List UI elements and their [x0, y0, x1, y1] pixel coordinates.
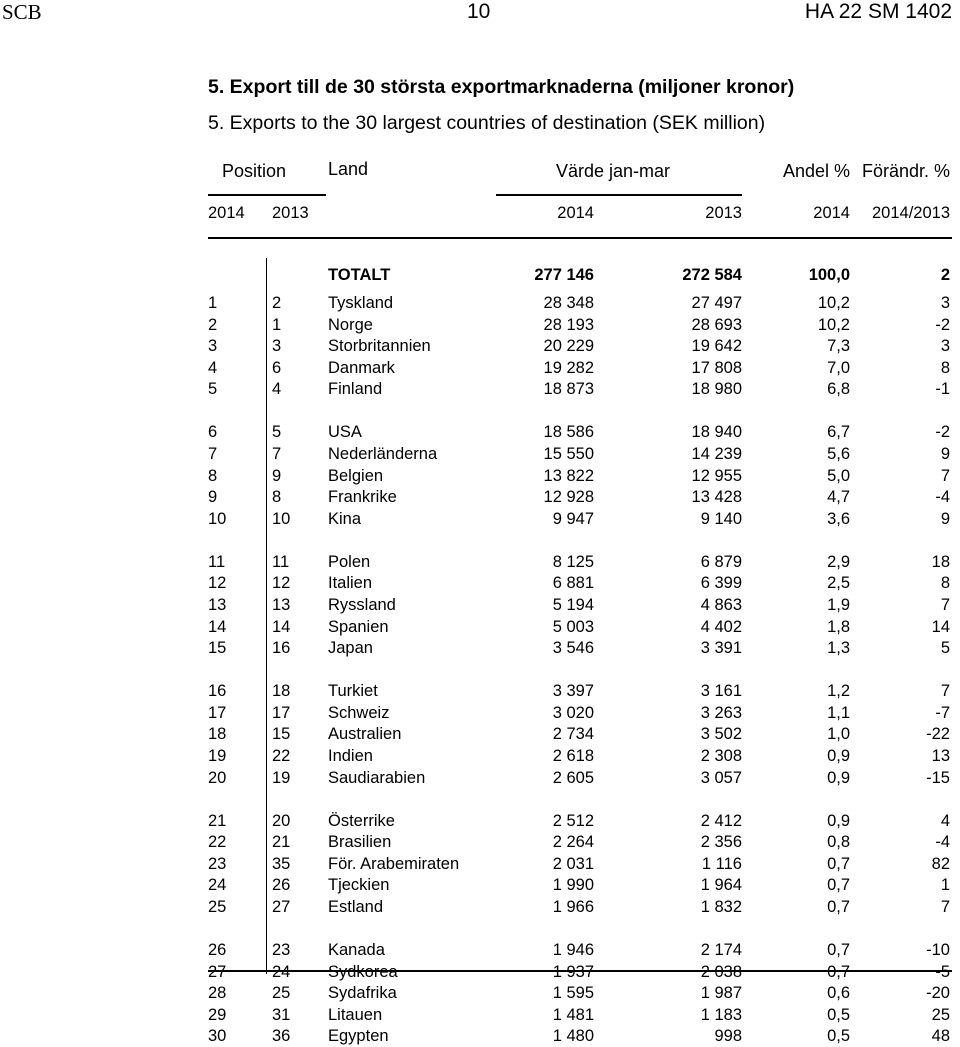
change-percent: 14: [931, 617, 950, 636]
table-row: [0, 357, 960, 379]
header-pos-2013: 2013: [272, 204, 309, 222]
title-swedish: 5. Export till de 30 största exportmarknaderna (miljoner kronor): [208, 76, 795, 98]
country-name: Turkiet: [328, 682, 378, 701]
value-2013: 998: [714, 1027, 742, 1046]
share-percent: 3,6: [827, 509, 850, 528]
table-row: [0, 572, 960, 594]
table-row: [0, 874, 960, 896]
share-percent: 0,9: [827, 747, 850, 765]
table-row: [0, 745, 960, 767]
value-2013: 2 038: [700, 962, 742, 981]
table-row: [0, 594, 960, 616]
country-name: Australien: [328, 725, 402, 744]
country-name: Italien: [328, 574, 373, 593]
value-2013: 13 428: [691, 488, 742, 507]
value-2013: 1 116: [701, 854, 742, 873]
position-2014: 12: [208, 574, 227, 593]
value-2014: 1 481: [552, 1005, 594, 1024]
position-2014: 1: [208, 294, 218, 312]
share-percent: 10,2: [817, 294, 850, 312]
position-2014: 10: [208, 509, 227, 528]
position-2013: 6: [272, 358, 282, 377]
country-name: Finland: [328, 380, 383, 399]
table-row: [0, 1004, 960, 1026]
change-percent: 5: [940, 639, 950, 658]
country-name: Ryssland: [328, 596, 396, 614]
position-2014: 24: [208, 876, 227, 895]
share-percent: 0,5: [827, 1027, 850, 1046]
value-2014: 2 618: [552, 747, 594, 765]
change-percent: 1: [940, 876, 950, 895]
position-2013: 13: [272, 596, 291, 614]
country-name: Litauen: [328, 1005, 383, 1024]
position-2013: 1: [272, 315, 282, 334]
header-left: SCB: [2, 0, 42, 24]
position-2014: 6: [208, 423, 218, 442]
value-2014: 2 734: [552, 725, 594, 744]
position-2013: 11: [272, 552, 290, 571]
position-2013: 36: [272, 1027, 291, 1046]
value-2013: 17 808: [691, 358, 742, 377]
country-name: Indien: [328, 747, 373, 765]
share-percent: 1,2: [827, 682, 850, 701]
value-2013: 1 183: [700, 1005, 742, 1024]
value-2014: 20 229: [543, 337, 594, 356]
country-name: Danmark: [328, 358, 395, 377]
country-name: Estland: [328, 898, 384, 916]
share-percent: 1,3: [827, 639, 850, 658]
change-percent: -15: [926, 768, 950, 787]
value-2013: 14 239: [691, 445, 742, 463]
position-2013: 7: [272, 445, 282, 463]
position-2014: 9: [208, 488, 218, 507]
share-percent: 1,9: [827, 596, 850, 614]
value-2013: 2 356: [700, 833, 742, 852]
value-2014: 19 282: [543, 358, 594, 377]
change-percent: 13: [931, 747, 950, 765]
country-name: Frankrike: [328, 488, 397, 507]
page-number: 10: [467, 0, 491, 23]
country-name: Brasilien: [328, 833, 392, 852]
country-name: Spanien: [328, 617, 389, 636]
value-2014: 3 020: [552, 703, 594, 722]
value-2014: 28 348: [543, 294, 594, 312]
position-2014: 30: [208, 1027, 227, 1046]
value-2013: 4 402: [700, 617, 742, 636]
change-percent: 7: [940, 898, 950, 916]
table-row: [0, 982, 960, 1004]
position-2013: 17: [272, 703, 291, 722]
country-name: Belgien: [328, 466, 384, 485]
position-2013: 23: [272, 941, 291, 959]
share-percent: 0,6: [827, 984, 850, 1003]
country-name: Österrike: [328, 811, 395, 830]
value-2014: 1 990: [552, 876, 594, 895]
change-percent: -4: [935, 833, 950, 852]
value-2014: 1 937: [552, 962, 594, 981]
header-val-2014: 2014: [557, 204, 594, 222]
value-2014: 9 947: [552, 509, 594, 528]
table-row: [0, 767, 960, 789]
position-2014: 13: [208, 596, 227, 614]
value-2014: 2 512: [552, 811, 594, 830]
header-right: HA 22 SM 1402: [804, 0, 952, 23]
position-2013: 18: [272, 682, 291, 701]
value-2014: 3 397: [552, 682, 594, 701]
position-2014: 25: [208, 898, 227, 916]
share-percent: 0,7: [827, 962, 850, 981]
table-row: [0, 1025, 960, 1047]
table-row: [0, 335, 960, 357]
header-pos-2014: 2014: [208, 204, 245, 222]
position-2014: 16: [208, 682, 227, 701]
change-percent: 7: [940, 596, 950, 614]
header-chg-period: 2014/2013: [872, 204, 950, 222]
header-land: Land: [328, 159, 369, 179]
position-2014: 17: [208, 703, 227, 722]
change-percent: -20: [926, 984, 950, 1003]
position-2013: 22: [272, 747, 291, 765]
share-percent: 0,5: [827, 1005, 850, 1024]
share-percent: 0,9: [827, 768, 850, 787]
value-2014: 18 873: [543, 380, 594, 399]
change-percent: 82: [931, 854, 950, 873]
position-2013: 26: [272, 876, 291, 895]
value-2014: 6 881: [552, 574, 594, 593]
share-percent: 0,7: [827, 854, 850, 873]
value-2013: 4 863: [700, 596, 742, 614]
header-bottom-rule: [208, 237, 952, 239]
change-percent: -2: [935, 315, 950, 334]
country-name: USA: [328, 423, 362, 442]
position-2014: 18: [208, 725, 227, 744]
position-rule: [208, 194, 326, 196]
table-row: [0, 896, 960, 918]
position-2013: 27: [272, 898, 291, 916]
value-2013: 6 399: [700, 574, 742, 593]
position-2014: 2: [208, 315, 218, 334]
change-percent: 25: [931, 1005, 950, 1024]
position-2014: 20: [208, 768, 227, 787]
change-percent: -2: [935, 423, 950, 442]
country-name: Egypten: [328, 1027, 389, 1046]
change-percent: -5: [935, 962, 950, 981]
table-row: [0, 292, 960, 314]
share-percent: 6,7: [827, 423, 850, 442]
value-2013: 1 832: [700, 898, 742, 916]
value-2013: 9 140: [700, 509, 742, 528]
share-percent: 0,8: [827, 833, 850, 852]
share-percent: 1,1: [827, 703, 850, 722]
value-2014: 8 125: [552, 552, 594, 571]
position-2013: 31: [272, 1005, 291, 1024]
value-2013: 1 964: [700, 876, 742, 895]
table-row: [0, 378, 960, 400]
value-2014: 5 003: [552, 617, 594, 636]
table-row: [0, 831, 960, 853]
table-row: [0, 616, 960, 638]
position-2014: 19: [208, 747, 227, 765]
country-name: Polen: [328, 552, 371, 571]
position-2013: 24: [272, 962, 291, 981]
position-2014: 15: [208, 639, 227, 658]
change-percent: -1: [935, 380, 950, 399]
change-percent: 3: [940, 337, 950, 356]
position-2014: 27: [208, 962, 227, 981]
total-change: 2: [940, 266, 950, 284]
value-2013: 18 980: [691, 380, 742, 399]
table-row: [0, 486, 960, 508]
value-2013: 6 879: [700, 552, 742, 571]
value-2013: 12 955: [691, 466, 742, 485]
share-percent: 0,7: [827, 898, 850, 916]
share-percent: 1,8: [827, 617, 850, 636]
table-row: [0, 314, 960, 336]
position-2013: 8: [272, 488, 282, 507]
value-2014: 13 822: [543, 466, 594, 485]
position-2014: 23: [208, 854, 227, 873]
position-2014: 8: [208, 466, 218, 485]
varde-rule: [496, 194, 742, 196]
position-2013: 9: [272, 466, 282, 485]
total-label: TOTALT: [328, 266, 391, 284]
value-2013: 2 174: [700, 941, 742, 959]
value-2014: 12 928: [543, 488, 594, 507]
country-name: För. Arabemiraten: [328, 854, 460, 873]
table-row: [0, 939, 960, 961]
country-name: Sydafrika: [328, 984, 397, 1003]
country-name: Tyskland: [328, 294, 394, 312]
value-2014: 2 605: [552, 768, 594, 787]
position-2014: 28: [208, 984, 227, 1003]
country-name: Storbritannien: [328, 337, 431, 356]
position-2013: 10: [272, 509, 291, 528]
total-value-2014: 277 146: [534, 266, 594, 284]
position-2014: 4: [208, 358, 218, 377]
change-percent: -22: [926, 725, 950, 744]
header-forandr: Förändr. %: [861, 161, 950, 181]
total-andel: 100,0: [808, 266, 850, 284]
value-2013: 1 987: [700, 984, 742, 1003]
change-percent: 7: [940, 466, 950, 485]
table-row: [0, 853, 960, 875]
share-percent: 1,0: [827, 725, 850, 744]
change-percent: 8: [940, 358, 950, 377]
position-2013: 14: [272, 617, 291, 636]
country-name: Norge: [328, 315, 373, 334]
value-2013: 3 391: [700, 639, 742, 658]
value-2014: 3 546: [552, 639, 594, 658]
value-2014: 1 966: [552, 898, 594, 916]
position-2014: 21: [208, 811, 227, 830]
share-percent: 10,2: [817, 315, 850, 334]
position-2013: 2: [272, 294, 282, 312]
value-2013: 3 263: [700, 703, 742, 722]
change-percent: 7: [940, 682, 950, 701]
change-percent: 4: [940, 811, 950, 830]
header-andel-2014: 2014: [813, 204, 850, 222]
table-row: [0, 680, 960, 702]
table-row: [0, 443, 960, 465]
value-2013: 3 502: [700, 725, 742, 744]
value-2013: 27 497: [691, 294, 742, 312]
value-2013: 18 940: [691, 423, 742, 442]
value-2014: 15 550: [543, 445, 594, 463]
position-2014: 3: [208, 337, 218, 356]
change-percent: -4: [935, 488, 950, 507]
change-percent: 9: [940, 445, 950, 463]
position-2014: 26: [208, 941, 227, 959]
country-name: Nederländerna: [328, 445, 438, 463]
change-percent: -10: [926, 941, 950, 959]
table-row: [0, 551, 960, 573]
value-2013: 28 693: [691, 315, 742, 334]
position-2013: 5: [272, 423, 282, 442]
share-percent: 5,0: [827, 466, 850, 485]
share-percent: 7,0: [827, 358, 850, 377]
change-percent: 8: [940, 574, 950, 593]
position-2013: 20: [272, 811, 291, 830]
country-name: Japan: [328, 639, 373, 658]
position-2013: 21: [272, 833, 291, 852]
position-2014: 22: [208, 833, 227, 852]
position-2013: 15: [272, 725, 291, 744]
value-2014: 2 031: [552, 854, 594, 873]
position-2013: 25: [272, 984, 291, 1003]
header-andel: Andel %: [782, 161, 850, 181]
share-percent: 0,7: [827, 876, 850, 895]
share-percent: 0,7: [827, 941, 850, 959]
change-percent: 48: [931, 1027, 950, 1046]
table-row: [0, 465, 960, 487]
header-position: Position: [222, 161, 287, 181]
position-2013: 4: [272, 380, 282, 399]
share-percent: 2,9: [827, 552, 850, 571]
share-percent: 4,7: [827, 488, 850, 507]
total-row: [0, 264, 960, 286]
header-val-2013: 2013: [705, 204, 742, 222]
position-2014: 5: [208, 380, 218, 399]
value-2013: 3 161: [700, 682, 742, 701]
share-percent: 0,9: [827, 811, 850, 830]
share-percent: 5,6: [827, 445, 850, 463]
value-2014: 28 193: [543, 315, 594, 334]
table-row: [0, 810, 960, 832]
position-2013: 35: [272, 854, 291, 873]
table-bottom-rule: [208, 970, 952, 972]
share-percent: 7,3: [827, 337, 850, 356]
country-name: Tjeckien: [328, 876, 390, 895]
value-2013: 19 642: [691, 337, 742, 356]
table-row: [0, 421, 960, 443]
table-row: [0, 637, 960, 659]
title-english: 5. Exports to the 30 largest countries of destination (SEK million): [208, 112, 766, 134]
header-varde: Värde jan-mar: [556, 161, 671, 181]
value-2013: 3 057: [700, 768, 742, 787]
value-2013: 2 412: [700, 811, 742, 830]
table-row: [0, 508, 960, 530]
value-2014: 18 586: [543, 423, 594, 442]
total-value-2013: 272 584: [682, 266, 742, 284]
value-2014: 1 946: [552, 941, 594, 959]
country-name: Schweiz: [328, 703, 390, 722]
change-percent: 18: [931, 552, 950, 571]
country-name: Sydkorea: [328, 962, 398, 981]
table-row: [0, 723, 960, 745]
change-percent: 3: [940, 294, 950, 312]
value-2014: 5 194: [552, 596, 594, 614]
share-percent: 2,5: [827, 574, 850, 593]
position-2014: 7: [208, 445, 218, 463]
value-2013: 2 308: [700, 747, 742, 765]
change-percent: -7: [935, 703, 950, 722]
position-2014: 11: [208, 552, 226, 571]
share-percent: 6,8: [827, 380, 850, 399]
position-2013: 16: [272, 639, 291, 658]
position-2014: 29: [208, 1005, 227, 1024]
position-2013: 12: [272, 574, 291, 593]
value-2014: 2 264: [552, 833, 594, 852]
position-2013: 3: [272, 337, 282, 356]
country-name: Saudiarabien: [328, 768, 426, 787]
table-row: [0, 702, 960, 724]
value-2014: 1 595: [552, 984, 594, 1003]
country-name: Kanada: [328, 941, 385, 959]
position-2014: 14: [208, 617, 227, 636]
value-2014: 1 480: [552, 1027, 594, 1046]
change-percent: 9: [940, 509, 950, 528]
country-name: Kina: [328, 509, 362, 528]
position-2013: 19: [272, 768, 291, 787]
